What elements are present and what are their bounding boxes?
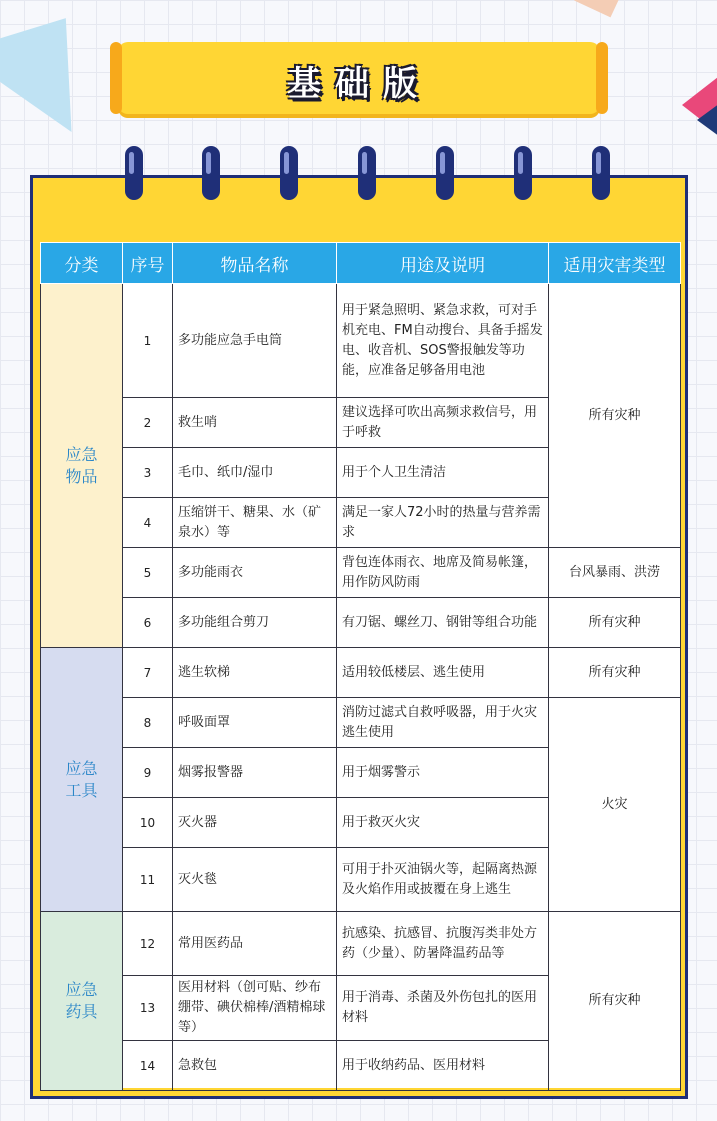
table-row [41,284,681,398]
header-item-name: 物品名称 [173,243,337,284]
decorative-triangle-right-dark [697,98,717,142]
decorative-shape-top [574,0,620,17]
category-line-1: 应急 [65,758,98,778]
item-usage: 可用于扑灭油锅火等，起隔离热源及火焰作用或披覆在身上逃生 [337,848,549,912]
row-number: 11 [123,848,173,912]
table-row [41,648,681,698]
category-line-2: 工具 [65,780,98,800]
title-banner [118,42,600,114]
supply-table-container [40,242,680,1088]
row-number: 5 [123,548,173,598]
row-number: 12 [123,912,173,976]
disaster-type: 台风暴雨、洪涝 [549,548,681,598]
page-title: 基础版 [287,64,431,104]
item-usage: 抗感染、抗感冒、抗腹泻类非处方药（少量）、防暑降温药品等 [337,912,549,976]
row-number: 9 [123,748,173,798]
item-name: 压缩饼干、糖果、水（矿泉水）等 [173,498,337,548]
category-emergency-medical [41,912,123,1091]
item-name: 毛巾、纸巾/湿巾 [173,448,337,498]
item-usage: 建议选择可吹出高频求救信号，用于呼救 [337,398,549,448]
binder-rings [30,146,688,206]
item-name: 多功能应急手电筒 [173,284,337,398]
table-row [41,698,681,748]
category-line-2: 物品 [65,466,98,486]
table-header-row [41,243,681,284]
disaster-type: 火灾 [549,698,681,912]
item-name: 常用医药品 [173,912,337,976]
disaster-type: 所有灾种 [549,912,681,1091]
disaster-type: 所有灾种 [549,598,681,648]
item-usage: 用于收纳药品、医用材料 [337,1041,549,1091]
category-emergency-items [41,284,123,648]
binder-ring [592,146,610,200]
item-name: 灭火毯 [173,848,337,912]
table-row [41,598,681,648]
disaster-type: 所有灾种 [549,284,681,548]
item-usage: 消防过滤式自救呼吸器，用于火灾逃生使用 [337,698,549,748]
row-number: 7 [123,648,173,698]
binder-ring [125,146,143,200]
item-usage: 满足一家人72小时的热量与营养需求 [337,498,549,548]
row-number: 13 [123,976,173,1041]
row-number: 14 [123,1041,173,1091]
item-name: 多功能雨衣 [173,548,337,598]
item-name: 救生哨 [173,398,337,448]
item-usage: 背包连体雨衣、地席及简易帐篷，用作防风防雨 [337,548,549,598]
item-name: 烟雾报警器 [173,748,337,798]
header-usage: 用途及说明 [337,243,549,284]
item-name: 呼吸面罩 [173,698,337,748]
item-usage: 用于烟雾警示 [337,748,549,798]
binder-ring [514,146,532,200]
item-name: 急救包 [173,1041,337,1091]
supply-table [40,242,681,1091]
row-number: 3 [123,448,173,498]
row-number: 4 [123,498,173,548]
item-name: 逃生软梯 [173,648,337,698]
row-number: 2 [123,398,173,448]
item-usage: 用于救灭火灾 [337,798,549,848]
disaster-type: 所有灾种 [549,648,681,698]
item-name: 医用材料（创可贴、纱布绷带、碘伏棉棒/酒精棉球等） [173,976,337,1041]
category-line-1: 应急 [65,980,98,999]
table-row [41,548,681,598]
table-row [41,912,681,976]
binder-ring [358,146,376,200]
item-usage: 适用较低楼层、逃生使用 [337,648,549,698]
header-disaster-type: 适用灾害类型 [549,243,681,284]
header-number: 序号 [123,243,173,284]
item-name: 多功能组合剪刀 [173,598,337,648]
item-usage: 用于消毒、杀菌及外伤包扎的医用材料 [337,976,549,1041]
row-number: 6 [123,598,173,648]
row-number: 8 [123,698,173,748]
binder-ring [280,146,298,200]
item-usage: 用于个人卫生清洁 [337,448,549,498]
category-emergency-tools [41,648,123,912]
item-name: 灭火器 [173,798,337,848]
decorative-triangle-left [0,0,123,132]
category-line-1: 应急 [65,444,98,464]
header-category: 分类 [41,243,123,284]
item-usage: 用于紧急照明、紧急求救，可对手机充电、FM自动搜台、具备手摇发电、收音机、SOS警报触发等功能，应准备足够备用电池 [337,284,549,398]
row-number: 10 [123,798,173,848]
row-number: 1 [123,284,173,398]
item-usage: 有刀锯、螺丝刀、钢钳等组合功能 [337,598,549,648]
category-line-2: 药具 [65,1002,98,1021]
binder-ring [436,146,454,200]
binder-ring [202,146,220,200]
